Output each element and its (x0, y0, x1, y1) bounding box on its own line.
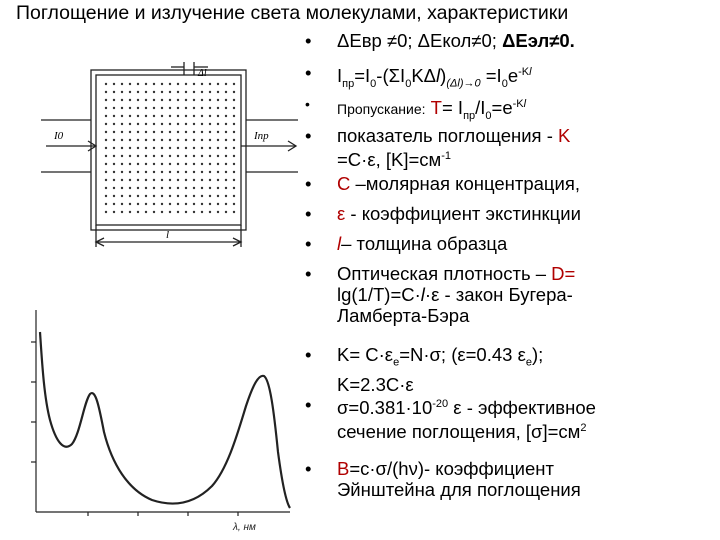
medium-dot (185, 203, 187, 205)
medium-dot (233, 155, 235, 157)
medium-dot (105, 195, 107, 197)
medium-dot (201, 139, 203, 141)
medium-dot (225, 115, 227, 117)
medium-dot (153, 99, 155, 101)
medium-dot (225, 171, 227, 173)
medium-dot (113, 99, 115, 101)
medium-dot (145, 163, 147, 165)
medium-dot (225, 123, 227, 125)
medium-dot (113, 131, 115, 133)
i0-label: I0 (54, 130, 64, 142)
medium-dot (137, 115, 139, 117)
medium-dot (209, 211, 211, 213)
medium-dot (137, 91, 139, 93)
medium-dot (145, 179, 147, 181)
medium-dot (105, 107, 107, 109)
medium-dot (153, 123, 155, 125)
medium-dot (217, 91, 219, 93)
medium-dot (105, 123, 107, 125)
medium-dot (153, 187, 155, 189)
medium-dot (225, 83, 227, 85)
medium-dot (153, 195, 155, 197)
medium-dot (145, 211, 147, 213)
medium-dot (129, 203, 131, 205)
medium-dot (185, 107, 187, 109)
medium-dot (105, 83, 107, 85)
medium-dot (177, 99, 179, 101)
medium-dot (233, 107, 235, 109)
medium-dot (209, 155, 211, 157)
medium-dot (225, 139, 227, 141)
medium-dot (201, 99, 203, 101)
medium-dot (129, 155, 131, 157)
medium-dot (161, 171, 163, 173)
medium-dot (113, 163, 115, 165)
medium-dot (201, 195, 203, 197)
medium-dot (169, 139, 171, 141)
medium-dot (225, 195, 227, 197)
medium-dot (201, 211, 203, 213)
medium-dot (121, 115, 123, 117)
medium-dot (233, 147, 235, 149)
medium-dot (137, 179, 139, 181)
medium-dot (177, 107, 179, 109)
medium-dot (129, 163, 131, 165)
medium-dot (113, 203, 115, 205)
medium-dot (129, 179, 131, 181)
medium-dot (153, 147, 155, 149)
medium-dot (217, 83, 219, 85)
medium-dot (169, 107, 171, 109)
medium-dot (217, 131, 219, 133)
medium-dot (185, 163, 187, 165)
medium-dot (169, 91, 171, 93)
medium-dot (105, 155, 107, 157)
medium-dot (193, 147, 195, 149)
medium-dot (121, 107, 123, 109)
medium-dot (113, 123, 115, 125)
medium-dot (129, 91, 131, 93)
medium-dot (201, 91, 203, 93)
medium-dot (113, 179, 115, 181)
medium-dot (113, 195, 115, 197)
medium-dot (145, 187, 147, 189)
medium-dot (193, 131, 195, 133)
medium-dot (217, 171, 219, 173)
medium-dot (153, 139, 155, 141)
medium-dot (177, 91, 179, 93)
medium-dot (177, 139, 179, 141)
medium-dot (129, 195, 131, 197)
medium-dot (161, 147, 163, 149)
medium-dot (129, 211, 131, 213)
medium-dot (129, 123, 131, 125)
medium-dot (113, 91, 115, 93)
medium-dot (121, 171, 123, 173)
medium-dot (161, 139, 163, 141)
medium-dot (113, 171, 115, 173)
medium-dot (153, 107, 155, 109)
medium-dot (105, 171, 107, 173)
medium-dot (177, 195, 179, 197)
medium-dot (129, 187, 131, 189)
medium-dot (217, 107, 219, 109)
medium-dot (185, 91, 187, 93)
medium-dot (121, 91, 123, 93)
medium-dot (161, 163, 163, 165)
medium-dot (113, 83, 115, 85)
medium-dot (169, 203, 171, 205)
medium-dot (185, 147, 187, 149)
medium-dot (209, 179, 211, 181)
medium-dot (201, 203, 203, 205)
medium-dot (185, 139, 187, 141)
medium-dot (169, 211, 171, 213)
medium-dot (233, 83, 235, 85)
medium-dot (161, 99, 163, 101)
medium-dot (177, 123, 179, 125)
medium-dot (185, 83, 187, 85)
medium-dot (193, 91, 195, 93)
medium-dot (113, 107, 115, 109)
medium-dot (217, 99, 219, 101)
medium-dot (137, 211, 139, 213)
medium-dot (169, 187, 171, 189)
medium-dot (121, 123, 123, 125)
medium-dot (209, 99, 211, 101)
ipr-label: Iпр (254, 130, 269, 142)
medium-dot (105, 147, 107, 149)
medium-dot (233, 115, 235, 117)
medium-dot (225, 99, 227, 101)
medium-dot (169, 155, 171, 157)
medium-dot (169, 115, 171, 117)
medium-dot (185, 211, 187, 213)
medium-dot (129, 99, 131, 101)
medium-dot (145, 99, 147, 101)
medium-dot (185, 115, 187, 117)
medium-dot (169, 195, 171, 197)
medium-dot (137, 107, 139, 109)
medium-dot (193, 115, 195, 117)
medium-dot (121, 211, 123, 213)
medium-dot (217, 147, 219, 149)
medium-dot (217, 195, 219, 197)
medium-dot (169, 123, 171, 125)
medium-dot (169, 163, 171, 165)
medium-dot (217, 163, 219, 165)
medium-dot (153, 171, 155, 173)
medium-dot (121, 187, 123, 189)
medium-dot (201, 131, 203, 133)
medium-dot (209, 107, 211, 109)
l-label: l (166, 229, 170, 241)
medium-dot (137, 99, 139, 101)
medium-dot (153, 115, 155, 117)
medium-dot (121, 203, 123, 205)
dl-label: Δl (198, 68, 207, 79)
medium-dot (113, 187, 115, 189)
medium-dot (121, 99, 123, 101)
medium-dot (113, 155, 115, 157)
medium-dot (193, 171, 195, 173)
medium-dot (233, 91, 235, 93)
medium-dot (185, 187, 187, 189)
medium-dot (137, 187, 139, 189)
medium-dot (137, 195, 139, 197)
medium-dot (145, 107, 147, 109)
medium-dot (153, 131, 155, 133)
medium-dot (161, 83, 163, 85)
medium-dot (145, 91, 147, 93)
medium-dot (225, 187, 227, 189)
medium-dot (153, 91, 155, 93)
medium-dot (185, 195, 187, 197)
medium-dot (121, 195, 123, 197)
medium-dot (161, 203, 163, 205)
medium-dot (233, 131, 235, 133)
medium-dot (217, 179, 219, 181)
medium-dot (177, 147, 179, 149)
medium-dot (145, 115, 147, 117)
medium-dot (161, 107, 163, 109)
medium-dot (201, 107, 203, 109)
medium-dot (233, 187, 235, 189)
medium-dot (177, 83, 179, 85)
medium-dot (209, 147, 211, 149)
medium-dot (129, 171, 131, 173)
medium-dot (185, 179, 187, 181)
medium-dot (193, 179, 195, 181)
absorption-spectrum (28, 302, 298, 534)
x-axis-label: λ, нм (233, 522, 256, 533)
medium-dot (137, 147, 139, 149)
medium-dot (177, 179, 179, 181)
medium-dot (209, 203, 211, 205)
medium-dot (201, 123, 203, 125)
medium-dot (177, 187, 179, 189)
medium-dot (137, 139, 139, 141)
medium-dot (209, 91, 211, 93)
medium-dot (233, 163, 235, 165)
medium-dot (105, 139, 107, 141)
medium-dot (137, 163, 139, 165)
medium-dot (145, 131, 147, 133)
medium-dot (209, 131, 211, 133)
medium-dot (169, 171, 171, 173)
medium-dot (185, 155, 187, 157)
medium-dot (193, 99, 195, 101)
medium-dot (217, 203, 219, 205)
medium-dot (225, 155, 227, 157)
medium-dot (169, 99, 171, 101)
medium-dot (193, 123, 195, 125)
medium-dot (121, 147, 123, 149)
medium-dot (217, 115, 219, 117)
medium-dot (193, 107, 195, 109)
medium-dot (193, 195, 195, 197)
medium-dot (161, 155, 163, 157)
medium-dot (225, 203, 227, 205)
medium-dot (105, 179, 107, 181)
medium-dot (233, 171, 235, 173)
medium-dot (105, 91, 107, 93)
medium-dot (201, 187, 203, 189)
medium-dot (161, 115, 163, 117)
medium-dot (209, 139, 211, 141)
medium-dot (193, 203, 195, 205)
medium-dot (193, 187, 195, 189)
medium-dot (233, 195, 235, 197)
medium-dot (137, 131, 139, 133)
medium-dot (137, 83, 139, 85)
medium-dot (177, 171, 179, 173)
medium-dot (233, 203, 235, 205)
medium-dot (201, 163, 203, 165)
medium-dot (129, 83, 131, 85)
medium-dot (169, 131, 171, 133)
medium-dot (129, 107, 131, 109)
medium-dot (161, 195, 163, 197)
medium-dot (209, 83, 211, 85)
medium-dot (129, 147, 131, 149)
medium-dot (209, 123, 211, 125)
medium-dot (105, 203, 107, 205)
medium-dot (193, 163, 195, 165)
medium-dot (193, 211, 195, 213)
medium-dot (105, 99, 107, 101)
medium-dot (217, 123, 219, 125)
medium-dot (121, 155, 123, 157)
medium-dot (161, 123, 163, 125)
medium-dot (225, 131, 227, 133)
medium-dot (113, 115, 115, 117)
medium-dot (177, 155, 179, 157)
medium-dot (105, 211, 107, 213)
medium-dot (193, 155, 195, 157)
medium-dot (177, 163, 179, 165)
medium-dot (209, 195, 211, 197)
medium-dot (225, 211, 227, 213)
medium-dot (113, 139, 115, 141)
medium-dot (209, 171, 211, 173)
medium-dot (113, 211, 115, 213)
medium-dot (201, 147, 203, 149)
medium-dot (153, 155, 155, 157)
medium-dot (137, 171, 139, 173)
medium-dot (161, 187, 163, 189)
medium-dot (233, 123, 235, 125)
medium-dot (225, 179, 227, 181)
medium-dot (233, 139, 235, 141)
medium-dot (129, 139, 131, 141)
medium-dot (161, 179, 163, 181)
medium-dot (217, 211, 219, 213)
medium-dot (169, 179, 171, 181)
medium-dot (153, 163, 155, 165)
medium-dot (185, 99, 187, 101)
medium-dot (137, 155, 139, 157)
medium-dot (153, 211, 155, 213)
medium-dot (113, 147, 115, 149)
medium-dot (225, 91, 227, 93)
medium-dot (177, 211, 179, 213)
medium-dot (233, 179, 235, 181)
medium-dot (145, 147, 147, 149)
medium-dot (121, 131, 123, 133)
medium-dot (201, 171, 203, 173)
cuvette-diagram (36, 62, 308, 262)
medium-dot (145, 195, 147, 197)
medium-dot (153, 83, 155, 85)
medium-dot (209, 115, 211, 117)
medium-dot (193, 83, 195, 85)
medium-dot (201, 83, 203, 85)
medium-dot (185, 123, 187, 125)
medium-dot (105, 131, 107, 133)
medium-dot (121, 83, 123, 85)
medium-dot (145, 203, 147, 205)
medium-dot (137, 123, 139, 125)
medium-dot (145, 139, 147, 141)
medium-dot (145, 123, 147, 125)
medium-dot (177, 131, 179, 133)
medium-dot (169, 147, 171, 149)
medium-dot (225, 107, 227, 109)
medium-dot (161, 131, 163, 133)
medium-dot (145, 155, 147, 157)
medium-dot (105, 163, 107, 165)
medium-dot (225, 147, 227, 149)
medium-dot (161, 91, 163, 93)
medium-dot (161, 211, 163, 213)
medium-dot (217, 139, 219, 141)
medium-dot (153, 179, 155, 181)
slide-title: Поглощение и излучение света молекулами, характеристики (16, 2, 569, 24)
medium-dot (209, 163, 211, 165)
medium-dot (177, 203, 179, 205)
medium-dot (201, 179, 203, 181)
medium-dot (177, 115, 179, 117)
medium-dot (201, 115, 203, 117)
medium-dot (145, 171, 147, 173)
medium-dot (137, 203, 139, 205)
medium-dot (129, 115, 131, 117)
medium-dot (169, 83, 171, 85)
medium-dot (185, 171, 187, 173)
medium-dot (217, 187, 219, 189)
medium-dot (217, 155, 219, 157)
medium-dot (201, 155, 203, 157)
medium-dot (121, 163, 123, 165)
medium-dot (105, 115, 107, 117)
medium-dot (121, 179, 123, 181)
medium-dot (185, 131, 187, 133)
medium-dot (153, 203, 155, 205)
medium-dot (225, 163, 227, 165)
medium-dot (121, 139, 123, 141)
medium-dot (233, 99, 235, 101)
medium-dot (193, 139, 195, 141)
medium-dot (233, 211, 235, 213)
medium-dot (145, 83, 147, 85)
medium-dot (209, 187, 211, 189)
medium-dot (105, 187, 107, 189)
medium-dot (129, 131, 131, 133)
